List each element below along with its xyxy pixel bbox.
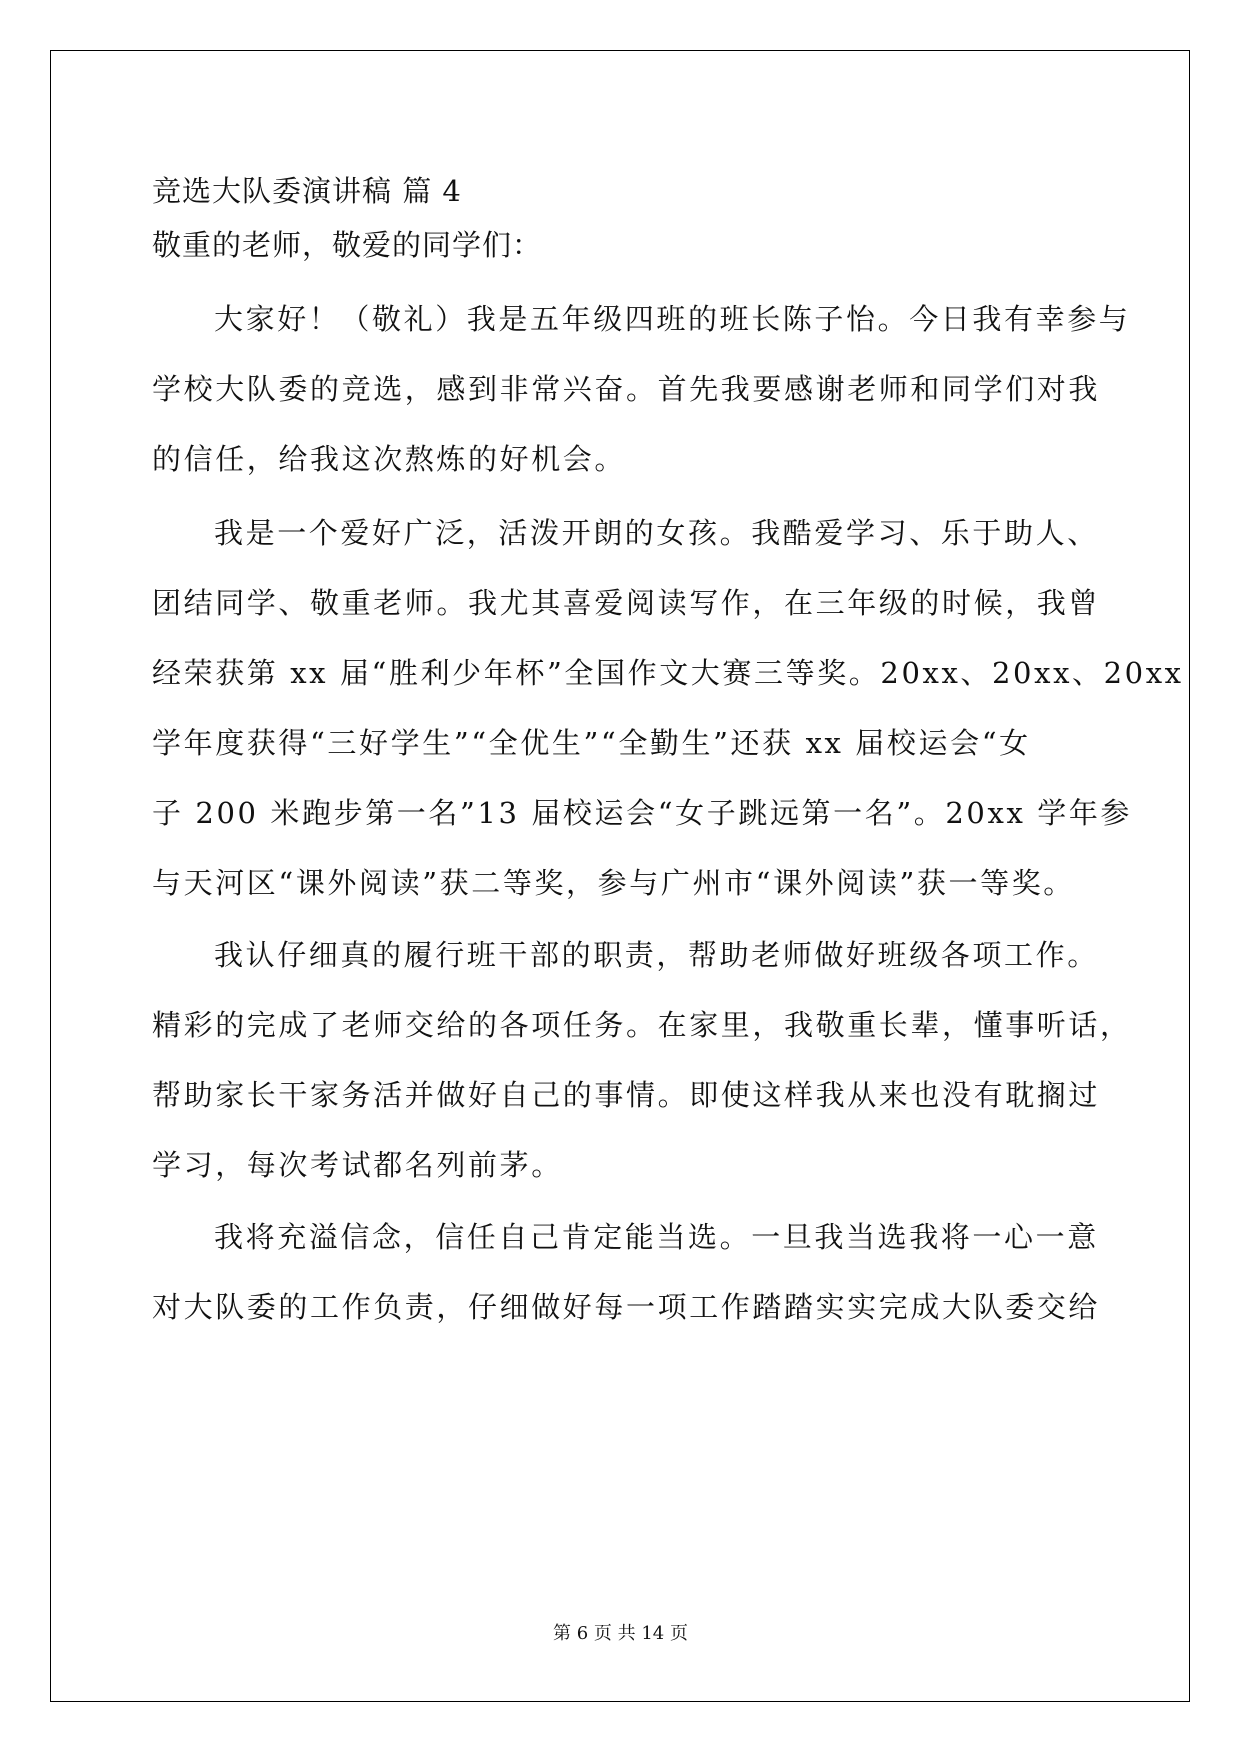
paragraph-line: 我是一个爱好广泛，活泼开朗的女孩。我酷爱学习、乐于助人、 <box>214 516 1099 550</box>
document-title: 竞选大队委演讲稿 篇 4 <box>152 174 462 208</box>
page-number-footer: 第 6 页 共 14 页 <box>553 1623 688 1644</box>
paragraph-line: 学年度获得“三好学生”“全优生”“全勤生”还获 xx 届校运会“女 <box>152 726 1031 760</box>
paragraph-line: 团结同学、敬重老师。我尤其喜爱阅读写作，在三年级的时候，我曾 <box>152 586 1101 620</box>
paragraph-line: 我认仔细真的履行班干部的职责，帮助老师做好班级各项工作。 <box>214 938 1099 972</box>
paragraph-line: 子 200 米跑步第一名”13 届校运会“女子跳远第一名”。20xx 学年参 <box>152 796 1133 830</box>
paragraph-line: 大家好！（敬礼）我是五年级四班的班长陈子怡。今日我有幸参与 <box>214 302 1131 336</box>
salutation: 敬重的老师，敬爱的同学们： <box>152 228 543 262</box>
paragraph-line: 帮助家长干家务活并做好自己的事情。即使这样我从来也没有耽搁过 <box>152 1078 1101 1112</box>
paragraph-line: 精彩的完成了老师交给的各项任务。在家里，我敬重长辈，懂事听话， <box>152 1008 1132 1042</box>
paragraph-line: 学习，每次考试都名列前茅。 <box>152 1148 563 1182</box>
paragraph-line: 经荣获第 xx 届“胜利少年杯”全国作文大赛三等奖。20xx、20xx、20xx <box>152 656 1184 690</box>
paragraph-line: 对大队委的工作负责，仔细做好每一项工作踏踏实实完成大队委交给 <box>152 1290 1101 1324</box>
paragraph-line: 的信任，给我这次熬炼的好机会。 <box>152 442 627 476</box>
paragraph-line: 与天河区“课外阅读”获二等奖，参与广州市“课外阅读”获一等奖。 <box>152 866 1075 900</box>
paragraph-line: 学校大队委的竞选，感到非常兴奋。首先我要感谢老师和同学们对我 <box>152 372 1101 406</box>
paragraph-line: 我将充溢信念，信任自己肯定能当选。一旦我当选我将一心一意 <box>214 1220 1099 1254</box>
